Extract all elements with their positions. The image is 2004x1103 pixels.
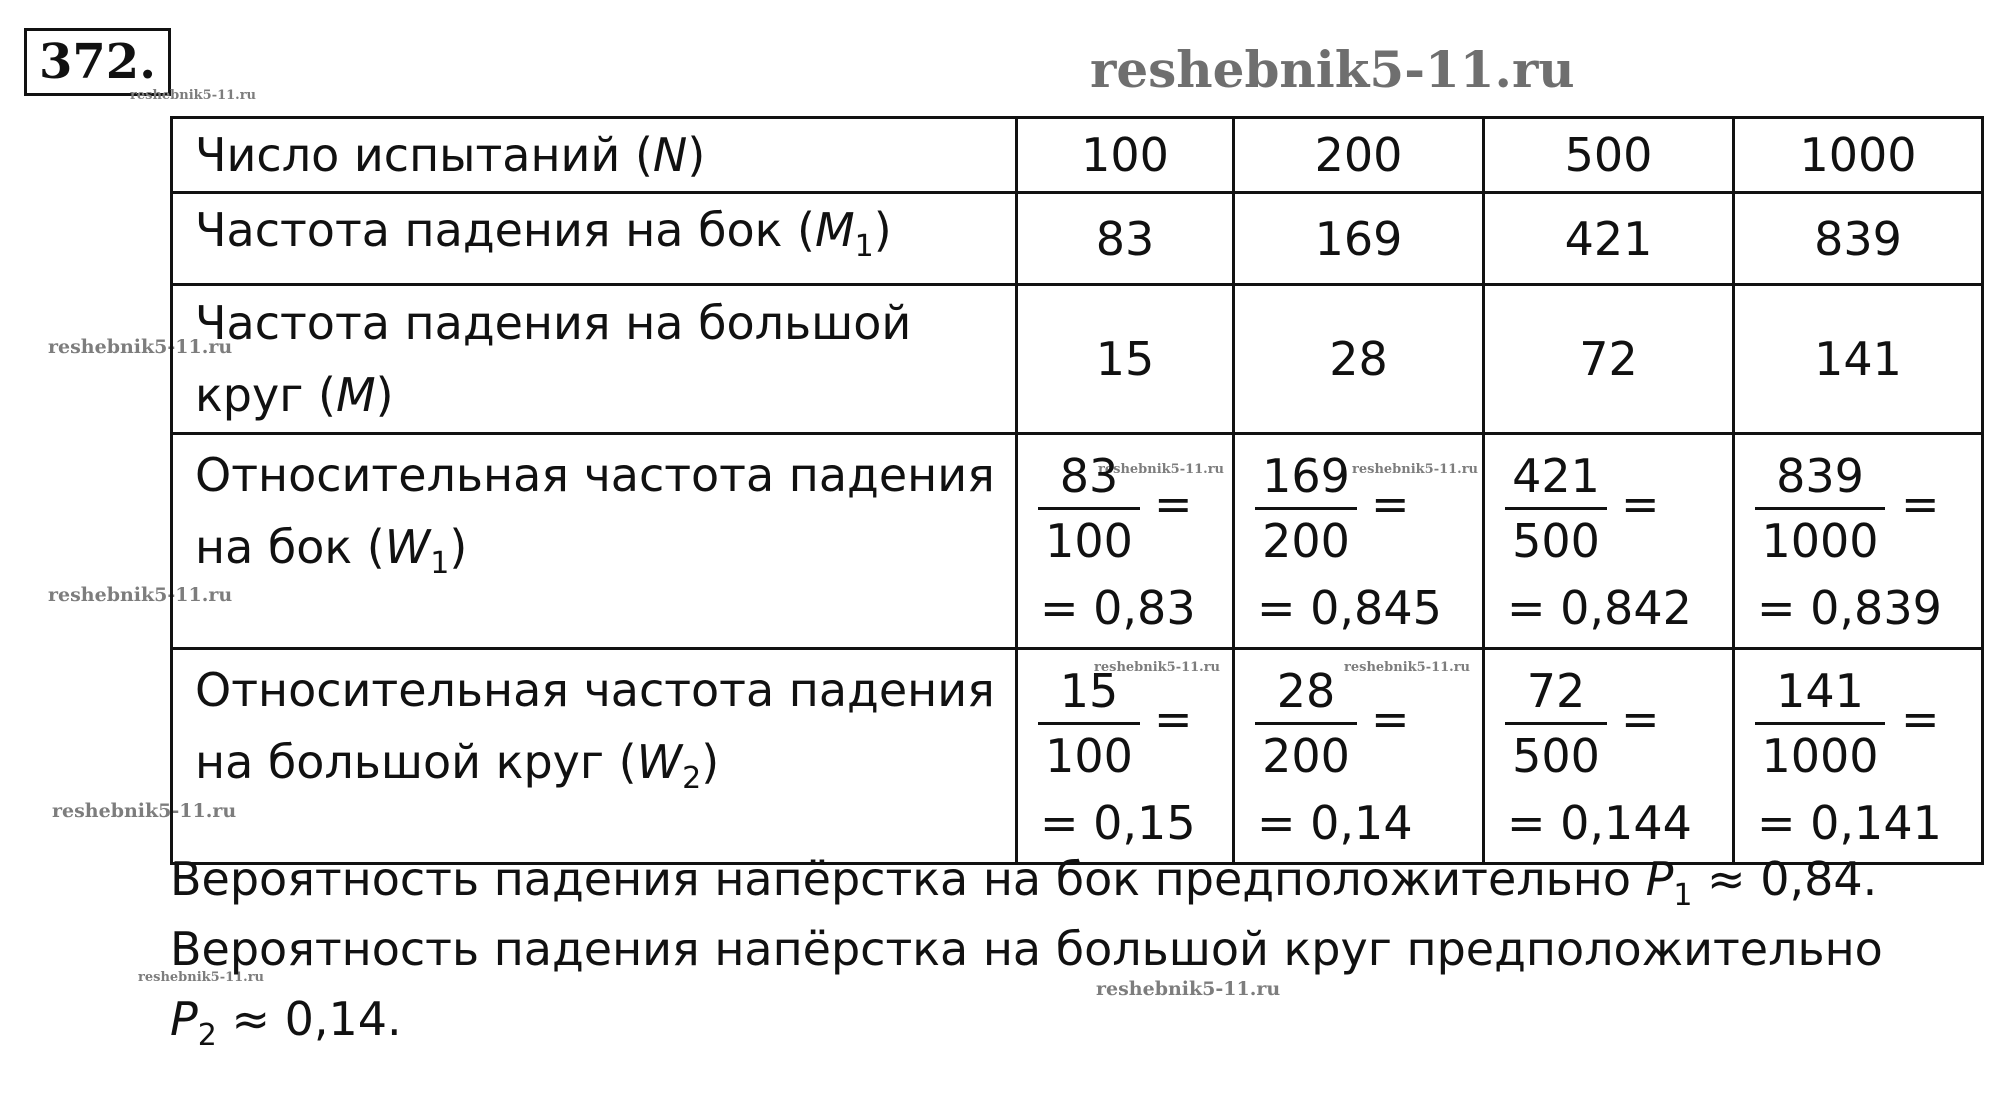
watermark: reshebnik5-11.ru: [138, 970, 265, 985]
fraction-cell: $\frac{421}{500}$ = = 0,842: [1484, 434, 1734, 649]
fraction-cell: $\frac{83}{100}$ = = 0,83: [1017, 434, 1234, 649]
watermark: reshebnik5-11.ru: [130, 88, 257, 103]
table-cell: 100: [1017, 118, 1234, 193]
fraction: $\frac{141}{1000}$: [1755, 660, 1885, 787]
fraction-cell: $\frac{839}{1000}$ = = 0,839: [1734, 434, 1983, 649]
table-cell: 15: [1017, 285, 1234, 434]
fraction-cell: $\frac{72}{500}$ = = 0,144: [1484, 649, 1734, 864]
table-row: [172, 434, 1983, 649]
conclusion-line-3: $P_2 \approx 0,14$.: [170, 992, 402, 1054]
table-cell: 839: [1734, 193, 1983, 285]
problem-number: 372.: [24, 28, 171, 96]
watermark: reshebnik5-11.ru: [1090, 40, 1575, 99]
row-label: Относительная частота падения на бок $(W_1)$: [172, 434, 1017, 649]
row-label: Число испытаний (N): [172, 118, 1017, 193]
fraction: $\frac{421}{500}$: [1505, 445, 1607, 572]
table-row: [172, 118, 1983, 193]
watermark: reshebnik5-11.ru: [1094, 660, 1221, 675]
fraction-cell: $\frac{15}{100}$ = = 0,15: [1017, 649, 1234, 864]
watermark: reshebnik5-11.ru: [1352, 462, 1479, 477]
fraction-result: = 0,14: [1257, 796, 1413, 851]
table-cell: 200: [1234, 118, 1484, 193]
fraction: $\frac{28}{200}$: [1255, 660, 1357, 787]
table-cell: 141: [1734, 285, 1983, 434]
table-cell: 1000: [1734, 118, 1983, 193]
table-cell: 72: [1484, 285, 1734, 434]
table-row: [172, 193, 1983, 285]
table-cell: 28: [1234, 285, 1484, 434]
fraction-result: = 0,845: [1257, 581, 1442, 636]
fraction-result: = 0,839: [1757, 581, 1942, 636]
fraction-result: = 0,144: [1507, 796, 1692, 851]
watermark: reshebnik5-11.ru: [48, 584, 233, 606]
row-label: Относительная частота падения на большой круг $(W_2)$: [172, 649, 1017, 864]
watermark: reshebnik5-11.ru: [48, 336, 233, 358]
fraction: $\frac{15}{100}$: [1038, 660, 1140, 787]
fraction-result: = 0,15: [1040, 796, 1196, 851]
table-row: [172, 649, 1983, 864]
conclusion-line-1: Вероятность падения напёрстка на бок предположительно $P_1 \approx 0,84$.: [170, 852, 1878, 914]
watermark: reshebnik5-11.ru: [1344, 660, 1471, 675]
fraction-result: = 0,141: [1757, 796, 1942, 851]
table-row: [172, 285, 1983, 434]
conclusion-line-2: Вероятность падения напёрстка на большой круг предположительно: [170, 922, 1883, 976]
fraction: $\frac{72}{500}$: [1505, 660, 1607, 787]
table-cell: 83: [1017, 193, 1234, 285]
fraction: $\frac{839}{1000}$: [1755, 445, 1885, 572]
watermark: reshebnik5-11.ru: [1096, 978, 1281, 1000]
table-cell: 500: [1484, 118, 1734, 193]
row-label: Частота падения на большой круг (M): [172, 285, 1017, 434]
fraction: $\frac{83}{100}$: [1038, 445, 1140, 572]
fraction: $\frac{169}{200}$: [1255, 445, 1357, 572]
fraction-cell: $\frac{169}{200}$ = = 0,845: [1234, 434, 1484, 649]
table-cell: 421: [1484, 193, 1734, 285]
frequency-table: [170, 116, 1984, 865]
table-cell: 169: [1234, 193, 1484, 285]
fraction-cell: $\frac{141}{1000}$ = = 0,141: [1734, 649, 1983, 864]
fraction-result: = 0,83: [1040, 581, 1196, 636]
row-label: Частота падения на бок $(M_1)$: [172, 193, 1017, 285]
fraction-cell: $\frac{28}{200}$ = = 0,14: [1234, 649, 1484, 864]
watermark: reshebnik5-11.ru: [1098, 462, 1225, 477]
watermark: reshebnik5-11.ru: [52, 800, 237, 822]
fraction-result: = 0,842: [1507, 581, 1692, 636]
